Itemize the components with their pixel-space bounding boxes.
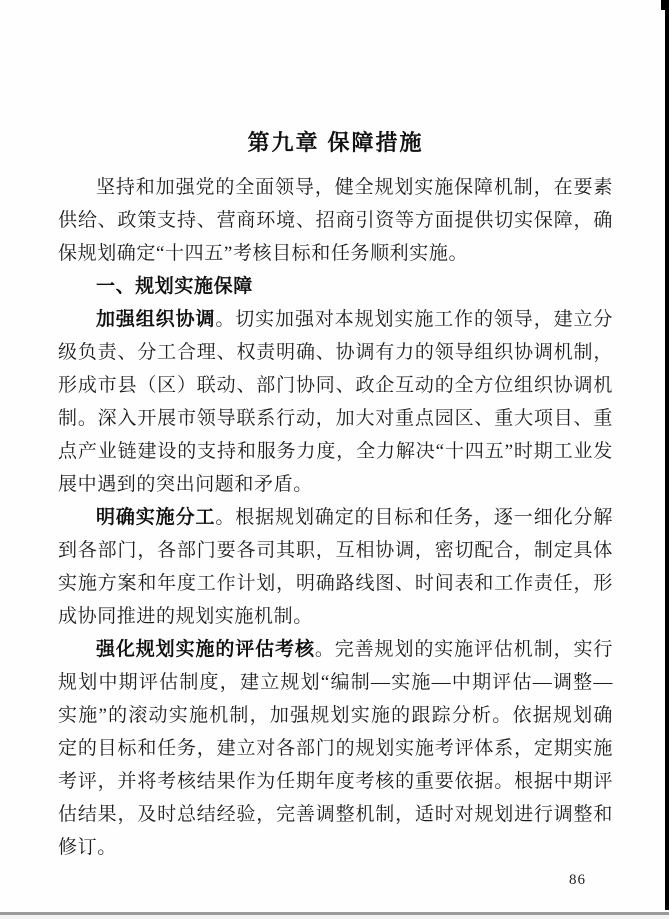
paragraph-text: 。完善规划的实施评估机制，实行规划中期评估制度，建立规划“编制—实施—中期评估—调整—实施”的滚动实施机制，加强规划实施的跟踪分析。依据规划确定的目标和任务，建立对各部门的规划实施考评体系，定期实施考评，并将考核结果作为任期年度考核的重要依据。根据中期评估结果，及时总结经验，完善调整机制，适时对规划进行调整和修订。	[58, 639, 613, 858]
paragraph-text: 。根据规划确定的目标和任务，逐一细化分解到各部门，各部门要各司其职，互相协调，密切配合，制定具体实施方案和年度工作计划，明确路线图、时间表和工作责任，形成协同推进的规划实施机制。	[58, 507, 613, 627]
paragraph-organization-coordination	[58, 303, 613, 501]
chapter-title: 第九章 保障措施	[247, 130, 424, 155]
document-content	[58, 126, 613, 864]
paragraph-lead: 强化规划实施的评估考核	[96, 639, 315, 660]
paragraph-lead: 加强组织协调	[96, 309, 216, 330]
paragraph-lead: 明确实施分工	[96, 507, 216, 528]
scan-artifact-right-bar	[665, 0, 669, 910]
paragraph-evaluation-assessment	[58, 633, 613, 864]
intro-paragraph: 坚持和加强党的全面领导，健全规划实施保障机制，在要素供给、政策支持、营商环境、招商引资等方面提供切实保障，确保规划确定“十四五”考核目标和任务顺利实施。	[58, 177, 613, 264]
page-number: 86	[569, 872, 586, 888]
scan-artifact-bottom-strip	[0, 915, 669, 919]
paragraph-text: 。切实加强对本规划实施工作的领导，建立分级负责、分工合理、权责明确、协调有力的领导组织协调机制，形成市县（区）联动、部门协同、政企互动的全方位组织协调机制。深入开展市领导联系行动，加大对重点园区、重大项目、重点产业链建设的支持和服务力度，全力解决“十四五”时期工业发展中遇到的突出问题和矛盾。	[58, 309, 613, 495]
scan-artifact-top-notch	[661, 0, 669, 10]
section-heading: 一、规划实施保障	[96, 276, 253, 297]
paragraph-implementation-division	[58, 501, 613, 633]
